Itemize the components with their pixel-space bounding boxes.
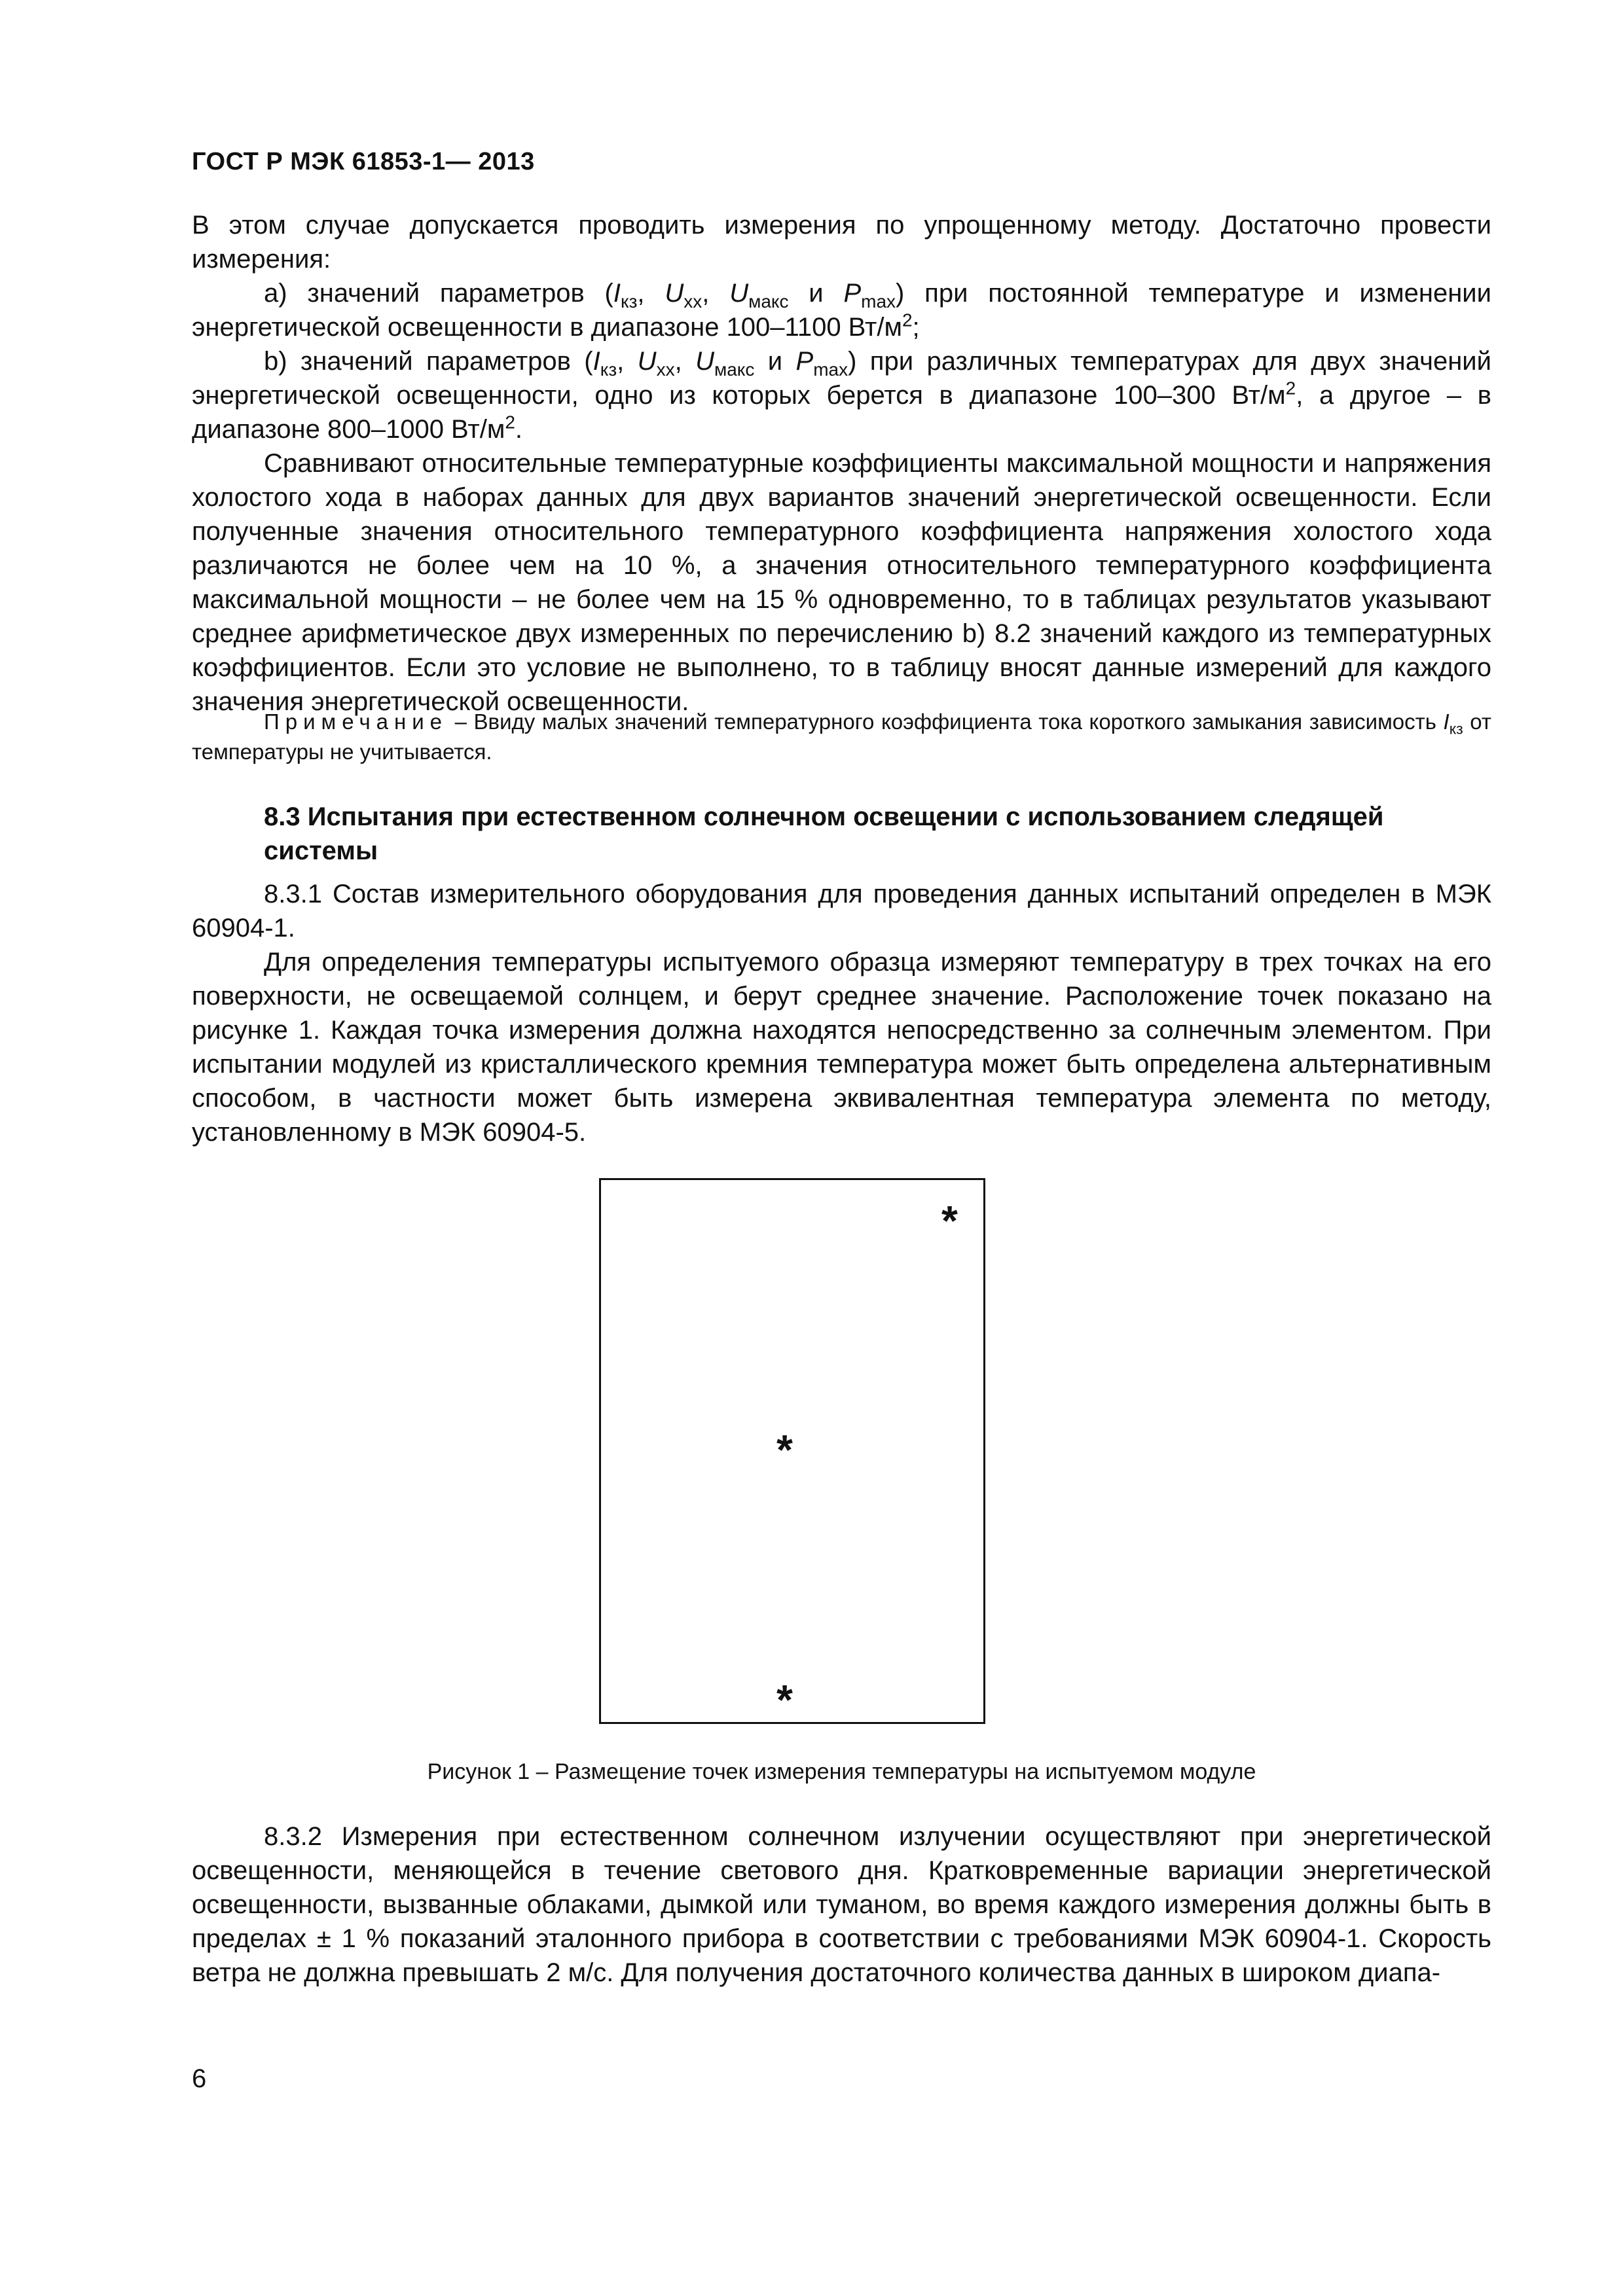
measurement-point-marker: *: [776, 1426, 793, 1473]
document-header: ГОСТ Р МЭК 61853-1— 2013: [192, 148, 535, 175]
paragraph-intro: В этом случае допускается проводить измерения по упрощенному методу. Достаточно провести измерения:: [192, 211, 1491, 274]
list-item-a: а) значений параметров ($I_{кз}$, $U_{хх}$, $U_{макс}$ и $P_{max}$) при постоянной температуре и изменении энергетической освещенности в диапазоне 100–1100 $Вт/м^2$;: [192, 279, 1491, 342]
figure-module-outline: [599, 1178, 985, 1724]
text-block-8-3-1: [192, 877, 1491, 1149]
note-label: Примечание: [264, 709, 448, 734]
measurement-point-marker: *: [776, 1676, 793, 1723]
page-number: 6: [192, 2064, 207, 2093]
text-block-8-3-2: [192, 1820, 1491, 1990]
measurement-point-marker: *: [941, 1197, 958, 1244]
text-block-simplified-method: [192, 208, 1491, 719]
note-paragraph: Примечание – Ввиду малых значений температурного коэффициента тока короткого замыкания зависимость $I_{кз}$ от температуры не учитывается.: [192, 709, 1491, 764]
paragraph-compare-coefficients: Сравнивают относительные температурные коэффициенты максимальной мощности и напряжения холостого хода в наборах данных для двух вариантов значений энергетической освещенности. Если полученные значения относительного температурного коэффициента напряжения холостого хода различаются не более чем на 10 %, а значения относительного температурного коэффициента максимальной мощности – не более чем на 15 % одновременно, то в таблицах результатов указывают среднее арифметическое двух измеренных по перечислению b) 8.2 значений каждого из температурных коэффициентов. Если это условие не выполнено, то в таблицу вносят данные измерений для каждого значения энергетической освещенности.: [192, 449, 1491, 716]
figure-caption: Рисунок 1 – Размещение точек измерения температуры на испытуемом модуле: [427, 1759, 1256, 1784]
section-heading-8-3: 8.3 Испытания при естественном солнечном освещении с использованием следящей системы: [264, 802, 1384, 865]
paragraph-measurement-points: Для определения температуры испытуемого образца измеряют температуру в трех точках на его поверхности, не освещаемой солнцем, и берут среднее значение. Расположение точек показано на рисунке 1. Каждая точка измерения должна находятся непосредственно за солнечным элементом. При испытании модулей из кристаллического кремния температура может быть определена альтернативным способом, в частности может быть измерена эквивалентная температура элемента по методу, установленному в МЭК 60904-5.: [192, 948, 1491, 1147]
paragraph-8-3-1: 8.3.1 Состав измерительного оборудования для проведения данных испытаний определен в МЭК 60904-1.: [192, 880, 1491, 942]
note-block: [192, 707, 1491, 767]
list-item-b: b) значений параметров ($I_{кз}$, $U_{хх}$, $U_{макс}$ и $P_{max}$) при различных температурах для двух значений энергетической освещенности, одно из которых берется в диапазоне 100–300 $Вт/м^2$, а другое – в диапазоне 800–1000 $Вт/м^2$.: [192, 347, 1491, 444]
paragraph-8-3-2: 8.3.2 Измерения при естественном солнечном излучении осуществляют при энергетической освещенности, меняющейся в течение светового дня. Кратковременные вариации энергетической освещенности, вызванные облаками, дымкой или туманом, во время каждого измерения должны быть в пределах ± 1 % показаний эталонного прибора в соответствии с требованиями МЭК 60904-1. Скорость ветра не должна превышать 2 м/с. Для получения достаточного количества данных в широком диапа-: [192, 1822, 1491, 1987]
